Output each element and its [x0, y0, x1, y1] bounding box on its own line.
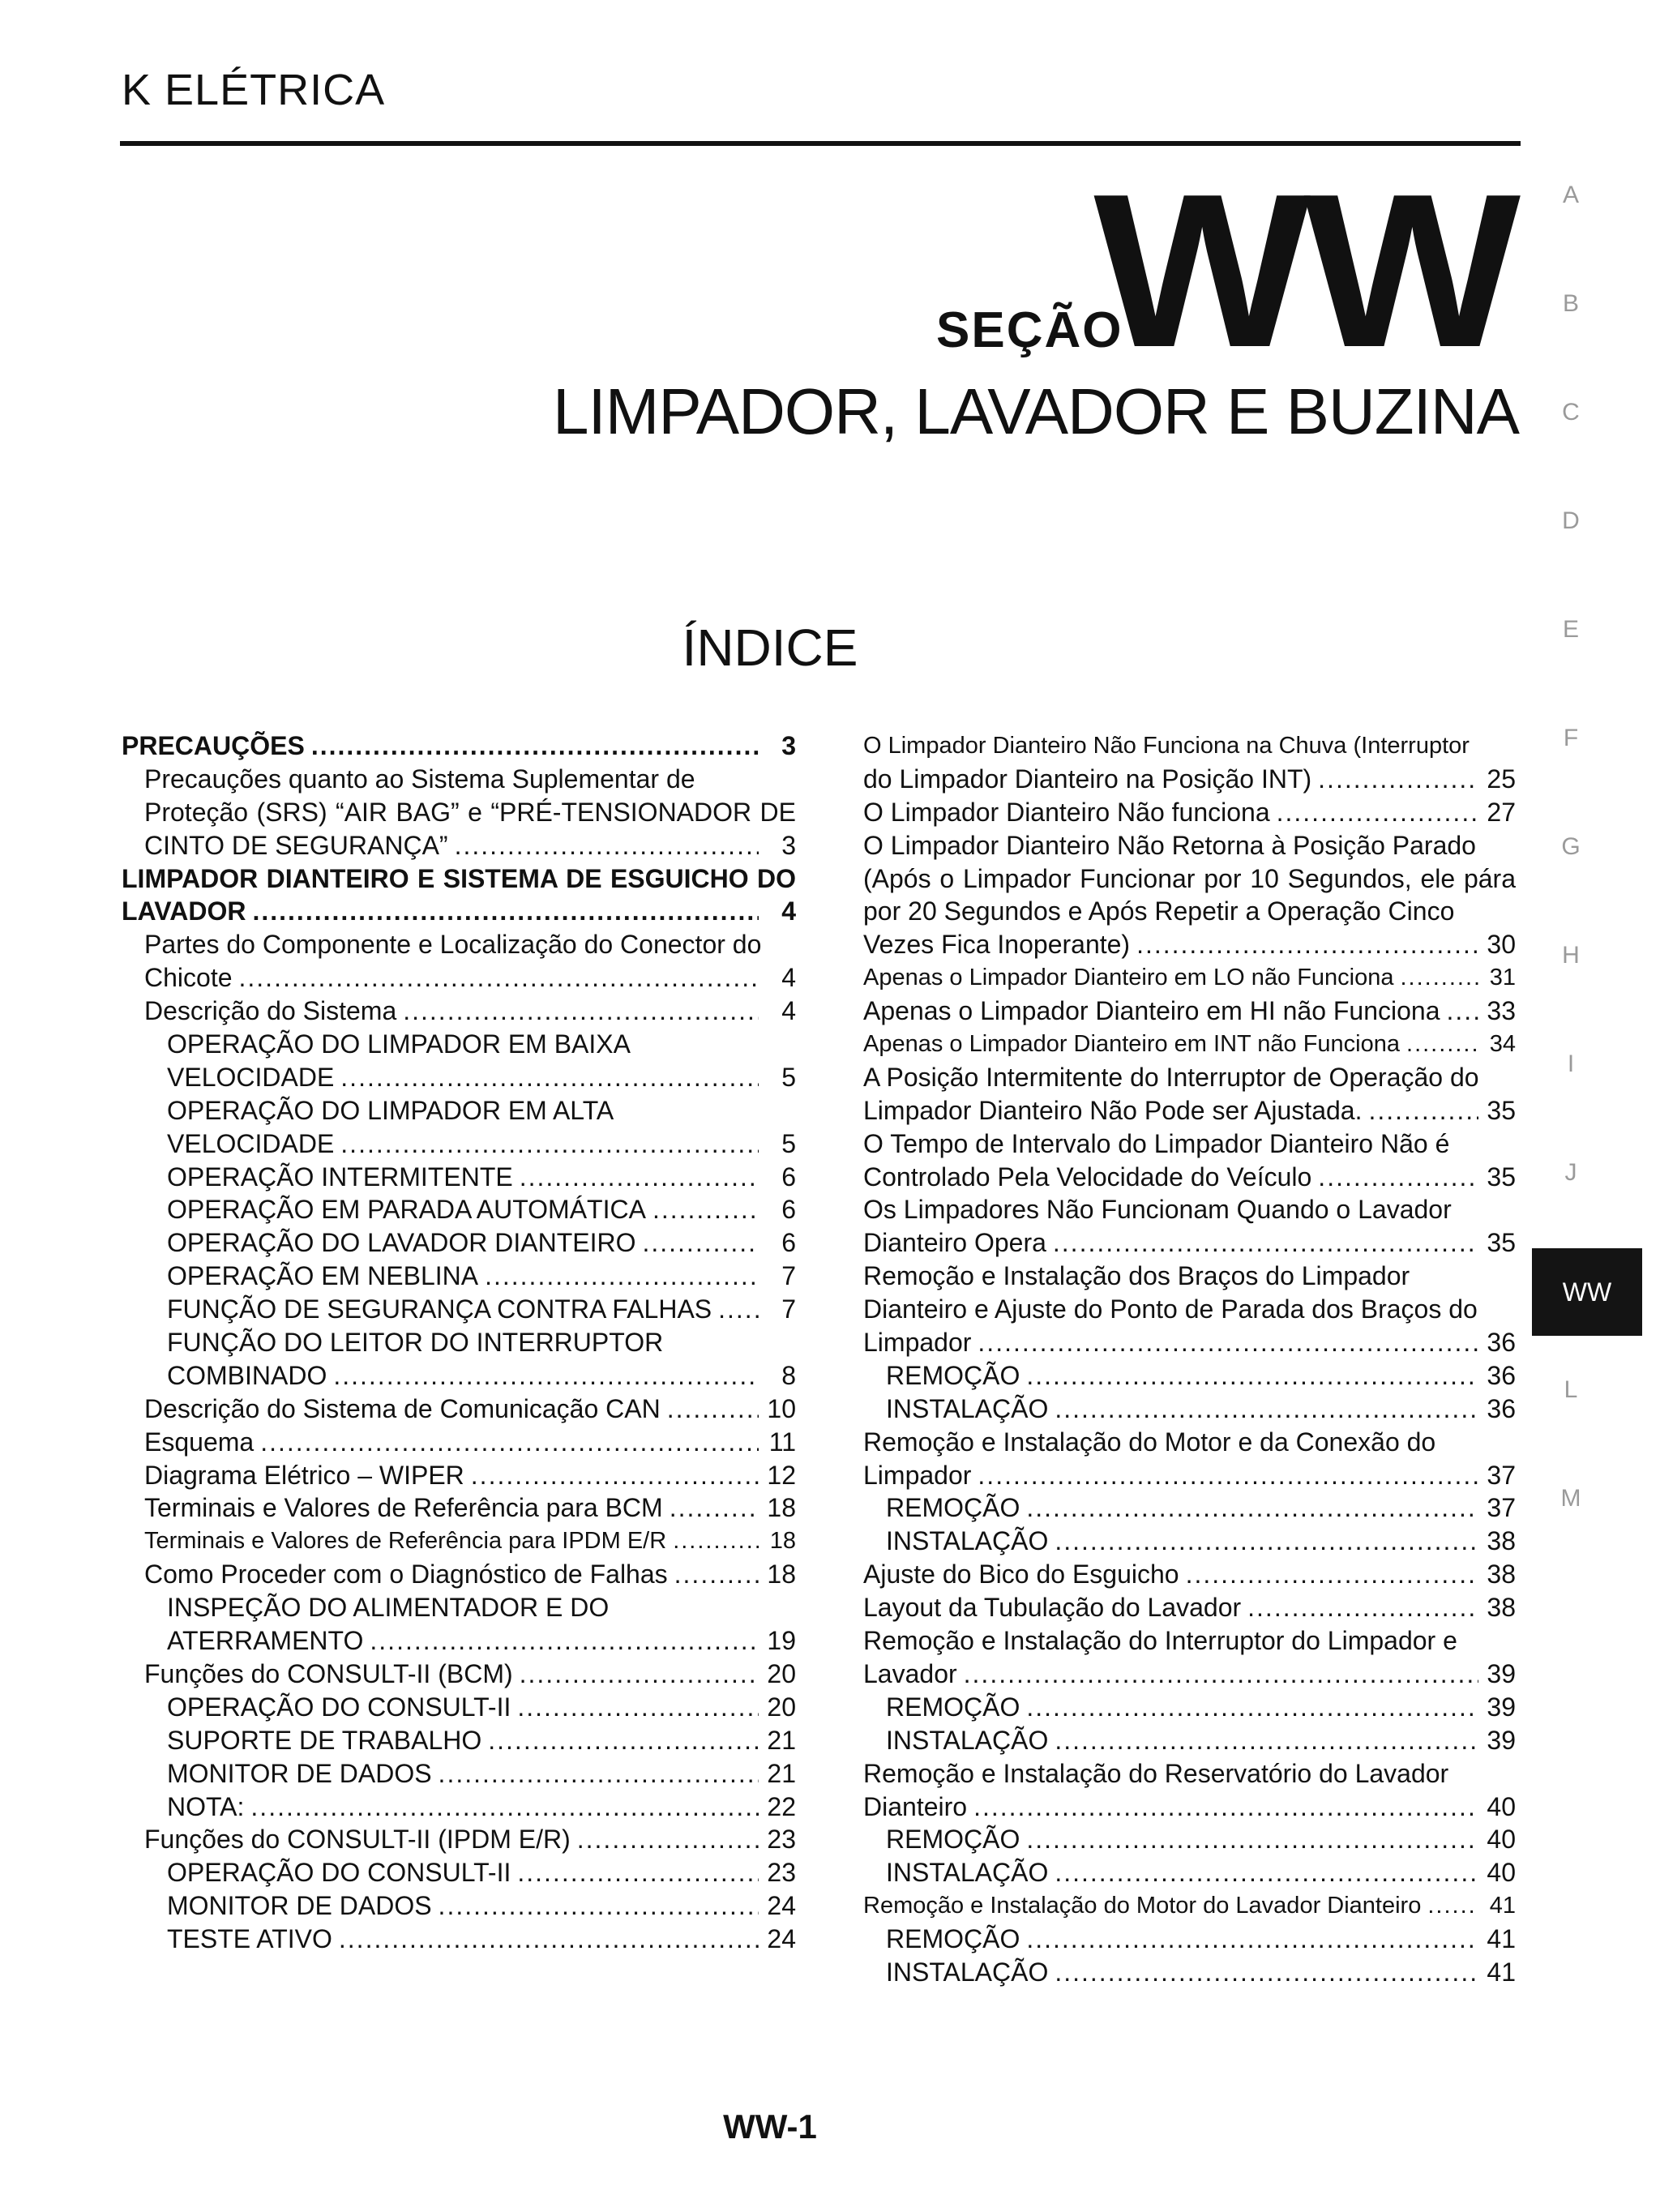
toc-entry[interactable] — [863, 1193, 1516, 1226]
toc-entry-text: Descrição do Sistema — [144, 996, 397, 1026]
toc-leader-dots — [250, 1791, 759, 1824]
toc-entry[interactable] — [863, 1624, 1516, 1658]
toc-entry-text: Remoção e Instalação do Motor do Lavador Dianteiro — [863, 1893, 1422, 1919]
toc-entry[interactable] — [863, 1226, 1516, 1260]
toc-page-number: 3 — [781, 731, 796, 760]
toc-page-number: 38 — [1487, 1560, 1516, 1589]
toc-entry-text: Remoção e Instalação do Reservatório do Lavador — [863, 1758, 1449, 1788]
toc-entry-text: Partes do Componente e Localização do Conector do — [144, 930, 762, 960]
toc-entry-text: FUNÇÃO DO LEITOR DO INTERRUPTOR — [167, 1328, 664, 1358]
toc-entry-text: Vezes Fica Inoperante) — [863, 930, 1131, 960]
toc-leader-dots — [978, 1459, 1478, 1492]
toc-page-number: 35 — [1487, 1095, 1516, 1125]
toc-entry[interactable] — [122, 1226, 796, 1260]
toc-entry-text: Dianteiro Opera — [863, 1228, 1046, 1258]
toc-entry-text: VELOCIDADE — [167, 1062, 335, 1092]
toc-leader-dots — [403, 995, 759, 1028]
toc-page-number: 23 — [767, 1825, 796, 1855]
toc-page-number: 37 — [1487, 1493, 1516, 1523]
toc-leader-dots — [252, 895, 759, 928]
toc-entry-text: A Posição Intermitente do Interruptor de Operação do — [863, 1062, 1479, 1092]
toc-entry-text: Remoção e Instalação do Motor e da Conexão do — [863, 1427, 1436, 1457]
toc-page-number: 38 — [1487, 1526, 1516, 1556]
toc-page-number: 21 — [767, 1758, 796, 1788]
toc-entry-text: INSTALAÇÃO — [886, 1725, 1049, 1755]
toc-entry[interactable] — [863, 1956, 1516, 1989]
toc-page-number: 6 — [781, 1228, 796, 1258]
toc-entry-text: Ajuste do Bico do Esguicho — [863, 1560, 1179, 1589]
toc-page-number: 12 — [767, 1460, 796, 1490]
toc-leader-dots — [674, 1558, 759, 1591]
toc-entry-text: do Limpador Dianteiro na Posição INT) — [863, 764, 1312, 794]
toc-page-number: 40 — [1487, 1858, 1516, 1888]
toc-entry-text: TESTE ATIVO — [167, 1924, 332, 1954]
toc-entry[interactable] — [122, 928, 796, 961]
toc-page-number: 23 — [767, 1858, 796, 1888]
section-index-letter[interactable]: G — [1561, 833, 1581, 860]
toc-leader-dots — [1406, 1028, 1478, 1061]
toc-entry[interactable] — [122, 1823, 796, 1856]
toc-entry[interactable] — [122, 1691, 796, 1724]
toc-page-number: 3 — [781, 830, 796, 860]
toc-entry[interactable] — [863, 763, 1516, 796]
toc-page-number: 41 — [1487, 1924, 1516, 1954]
toc-entry-text: Proteção (SRS) “AIR BAG” e “PRÉ-TENSIONADOR DE — [144, 797, 796, 827]
toc-entry[interactable] — [122, 1061, 796, 1094]
toc-title: ÍNDICE — [682, 618, 858, 677]
toc-page-number: 38 — [1487, 1593, 1516, 1623]
toc-leader-dots — [577, 1823, 759, 1856]
section-label: SEÇÃO — [936, 302, 1123, 358]
toc-entry[interactable] — [863, 1823, 1516, 1856]
toc-entry[interactable] — [863, 1127, 1516, 1161]
toc-leader-dots — [1026, 1359, 1478, 1393]
toc-leader-dots — [239, 961, 759, 995]
toc-entry[interactable] — [863, 1161, 1516, 1194]
toc-page-number: 24 — [767, 1891, 796, 1921]
toc-page-number: 37 — [1487, 1460, 1516, 1490]
toc-page-number: 18 — [767, 1560, 796, 1589]
toc-page-number: 4 — [781, 996, 796, 1026]
toc-right-column — [863, 729, 1516, 1989]
toc-entry-text: Descrição do Sistema de Comunicação CAN — [144, 1393, 661, 1423]
section-code: WW — [1093, 149, 1514, 393]
section-index-letter[interactable]: H — [1562, 942, 1580, 969]
section-index-letter[interactable]: D — [1562, 507, 1580, 534]
toc-entry-text: Terminais e Valores de Referência para BCM — [144, 1493, 663, 1523]
toc-entry[interactable] — [863, 862, 1516, 896]
toc-leader-dots — [978, 1326, 1478, 1359]
toc-entry-text: SUPORTE DE TRABALHO — [167, 1725, 482, 1755]
toc-entry-text: Remoção e Instalação dos Braços do Limpador — [863, 1261, 1410, 1291]
toc-entry[interactable] — [122, 1591, 796, 1624]
toc-entry[interactable] — [122, 1127, 796, 1161]
toc-leader-dots — [642, 1226, 759, 1260]
toc-leader-dots — [1055, 1525, 1478, 1558]
toc-leader-dots — [340, 1127, 759, 1161]
toc-entry[interactable] — [863, 729, 1516, 763]
toc-entry[interactable] — [122, 829, 796, 862]
toc-entry[interactable] — [122, 763, 796, 796]
toc-entry[interactable] — [863, 1326, 1516, 1359]
toc-entry[interactable] — [122, 995, 796, 1028]
toc-entry-text: Esquema — [144, 1427, 255, 1457]
toc-leader-dots — [439, 1889, 759, 1923]
toc-entry-text: COMBINADO — [167, 1360, 327, 1390]
toc-entry[interactable] — [122, 1326, 796, 1359]
toc-entry[interactable] — [863, 1591, 1516, 1624]
toc-leader-dots — [488, 1724, 759, 1757]
toc-leader-dots — [339, 1923, 759, 1956]
toc-leader-dots — [670, 1491, 759, 1525]
toc-entry[interactable] — [122, 1525, 796, 1558]
toc-entry-text: INSTALAÇÃO — [886, 1858, 1049, 1888]
toc-entry-text: NOTA: — [167, 1791, 245, 1821]
toc-leader-dots — [333, 1359, 759, 1393]
toc-entry[interactable] — [863, 995, 1516, 1028]
toc-entry[interactable] — [122, 1923, 796, 1956]
toc-leader-dots — [1427, 1889, 1478, 1923]
toc-page-number: 20 — [767, 1658, 796, 1688]
toc-leader-dots — [973, 1791, 1478, 1824]
section-index-letter[interactable]: C — [1562, 399, 1580, 426]
toc-entry[interactable] — [122, 1491, 796, 1525]
section-index-letter[interactable]: M — [1560, 1485, 1581, 1512]
toc-entry-text: Layout da Tubulação do Lavador — [863, 1593, 1242, 1623]
toc-entry[interactable] — [122, 1028, 796, 1061]
toc-entry[interactable] — [122, 1426, 796, 1459]
toc-entry[interactable] — [863, 961, 1516, 995]
section-index-letter[interactable]: L — [1564, 1376, 1578, 1403]
toc-leader-dots — [1277, 796, 1478, 829]
toc-entry-text: OPERAÇÃO DO LAVADOR DIANTEIRO — [167, 1228, 636, 1258]
toc-leader-dots — [1026, 1823, 1478, 1856]
toc-entry-text: LAVADOR — [122, 896, 246, 926]
toc-leader-dots — [1447, 995, 1478, 1028]
section-index-letter[interactable]: E — [1562, 616, 1579, 643]
toc-leader-dots — [1368, 1094, 1478, 1127]
toc-page-number: 30 — [1487, 930, 1516, 960]
toc-entry-text: OPERAÇÃO DO LIMPADOR EM ALTA — [167, 1095, 614, 1125]
toc-entry[interactable] — [122, 895, 796, 928]
toc-leader-dots — [370, 1624, 759, 1658]
toc-entry-text: O Limpador Dianteiro Não Retorna à Posição Parado — [863, 830, 1476, 860]
toc-entry[interactable] — [122, 796, 796, 829]
toc-entry-text: O Tempo de Intervalo do Limpador Dianteiro Não é — [863, 1128, 1450, 1158]
toc-entry-text: OPERAÇÃO DO LIMPADOR EM BAIXA — [167, 1029, 631, 1059]
toc-page-number: 24 — [767, 1924, 796, 1954]
toc-entry-text: Limpador — [863, 1460, 972, 1490]
toc-leader-dots — [1055, 1393, 1478, 1426]
toc-entry[interactable] — [863, 1459, 1516, 1492]
toc-page-number: 18 — [769, 1528, 796, 1555]
toc-page-number: 25 — [1487, 764, 1516, 794]
toc-entry[interactable] — [863, 1426, 1516, 1459]
toc-entry-text: Como Proceder com o Diagnóstico de Falhas — [144, 1560, 668, 1589]
toc-leader-dots — [1053, 1226, 1478, 1260]
toc-entry-text: Funções do CONSULT-II (IPDM E/R) — [144, 1825, 571, 1855]
toc-entry[interactable] — [863, 1061, 1516, 1094]
toc-entry[interactable] — [863, 895, 1516, 928]
toc-leader-dots — [311, 729, 759, 763]
toc-entry[interactable] — [122, 1624, 796, 1658]
toc-leader-dots — [1055, 1856, 1478, 1889]
toc-leader-dots — [485, 1260, 759, 1293]
toc-entry[interactable] — [122, 961, 796, 995]
header-rule — [120, 141, 1521, 146]
toc-page-number: 21 — [767, 1725, 796, 1755]
toc-page-number: 5 — [781, 1128, 796, 1158]
toc-leader-dots — [1026, 1923, 1478, 1956]
toc-page-number: 5 — [781, 1062, 796, 1092]
section-index-letter[interactable]: B — [1562, 290, 1579, 317]
toc-entry[interactable] — [863, 1094, 1516, 1127]
toc-leader-dots — [471, 1459, 759, 1492]
toc-entry-text: OPERAÇÃO EM NEBLINA — [167, 1261, 479, 1291]
toc-page-number: 39 — [1487, 1658, 1516, 1688]
toc-entry[interactable] — [122, 1359, 796, 1393]
toc-entry[interactable] — [122, 1161, 796, 1194]
toc-entry-text: OPERAÇÃO DO CONSULT-II — [167, 1692, 511, 1722]
toc-entry[interactable] — [122, 862, 796, 896]
toc-page-number: 10 — [767, 1393, 796, 1423]
toc-page-number: 4 — [781, 896, 796, 926]
toc-entry-text: REMOÇÃO — [886, 1493, 1020, 1523]
toc-entry-text: Lavador — [863, 1658, 957, 1688]
toc-entry[interactable] — [863, 1724, 1516, 1757]
toc-leader-dots — [1401, 961, 1479, 995]
toc-entry-text: Terminais e Valores de Referência para IPDM E/R — [144, 1528, 667, 1555]
toc-entry[interactable] — [863, 1359, 1516, 1393]
toc-entry-text: ATERRAMENTO — [167, 1626, 364, 1656]
toc-leader-dots — [1026, 1491, 1478, 1525]
toc-leader-dots — [1318, 1161, 1478, 1194]
toc-entry[interactable] — [122, 1393, 796, 1426]
toc-page-number: 4 — [781, 963, 796, 993]
toc-page-number: 6 — [781, 1162, 796, 1192]
toc-leader-dots — [718, 1293, 759, 1326]
toc-entry[interactable] — [863, 1393, 1516, 1426]
toc-leader-dots — [964, 1658, 1478, 1691]
toc-page-number: 35 — [1487, 1228, 1516, 1258]
toc-entry-text: Limpador — [863, 1328, 972, 1358]
toc-entry-text: O Limpador Dianteiro Não Funciona na Chuva (Interruptor — [863, 733, 1470, 759]
toc-page-number: 7 — [781, 1261, 796, 1291]
toc-entry[interactable] — [863, 1791, 1516, 1824]
toc-entry-text: REMOÇÃO — [886, 1825, 1020, 1855]
toc-entry-text: (Após o Limpador Funcionar por 10 Segundos, ele pára — [863, 863, 1516, 893]
section-index-letter[interactable]: J — [1564, 1159, 1577, 1186]
toc-entry[interactable] — [863, 1889, 1516, 1923]
toc-leader-dots — [673, 1525, 759, 1558]
toc-entry[interactable] — [863, 1923, 1516, 1956]
toc-entry-text: Controlado Pela Velocidade do Veículo — [863, 1162, 1312, 1192]
toc-entry[interactable] — [122, 1724, 796, 1757]
toc-entry-text: PRECAUÇÕES — [122, 731, 305, 760]
toc-page-number: 18 — [767, 1493, 796, 1523]
toc-leader-dots — [439, 1757, 759, 1791]
toc-entry-text: REMOÇÃO — [886, 1692, 1020, 1722]
toc-entry-text: OPERAÇÃO EM PARADA AUTOMÁTICA — [167, 1195, 646, 1225]
toc-leader-dots — [520, 1161, 759, 1194]
toc-page-number: 22 — [767, 1791, 796, 1821]
toc-entry[interactable] — [122, 729, 796, 763]
toc-leader-dots — [652, 1193, 759, 1226]
toc-leader-dots — [260, 1426, 759, 1459]
toc-entry[interactable] — [122, 1293, 796, 1326]
toc-entry-text: OPERAÇÃO INTERMITENTE — [167, 1162, 513, 1192]
toc-entry-text: INSPEÇÃO DO ALIMENTADOR E DO — [167, 1593, 610, 1623]
toc-entry-text: Apenas o Limpador Dianteiro em INT não Funciona — [863, 1031, 1401, 1058]
section-name: LIMPADOR, LAVADOR E BUZINA — [552, 375, 1519, 447]
toc-leader-dots — [1247, 1591, 1478, 1624]
toc-entry-text: MONITOR DE DADOS — [167, 1758, 432, 1788]
toc-entry[interactable] — [122, 1856, 796, 1889]
toc-entry-text: por 20 Segundos e Após Repetir a Operação Cinco — [863, 896, 1455, 926]
toc-leader-dots — [1318, 763, 1478, 796]
toc-leader-dots — [520, 1658, 759, 1691]
toc-entry-text: REMOÇÃO — [886, 1924, 1020, 1954]
toc-page-number: 19 — [767, 1626, 796, 1656]
toc-leader-dots — [455, 829, 759, 862]
toc-entry[interactable] — [863, 1757, 1516, 1791]
toc-page-number: 41 — [1489, 1893, 1516, 1919]
toc-entry-text: REMOÇÃO — [886, 1360, 1020, 1390]
toc-entry[interactable] — [863, 1260, 1516, 1293]
toc-leader-dots — [1186, 1558, 1478, 1591]
toc-page-number: 34 — [1489, 1031, 1516, 1058]
toc-entry-text: Remoção e Instalação do Interruptor do Limpador e — [863, 1626, 1457, 1656]
toc-entry[interactable] — [863, 1028, 1516, 1061]
toc-entry[interactable] — [863, 1658, 1516, 1691]
section-index-letter[interactable]: A — [1562, 182, 1579, 208]
toc-page-number: 8 — [781, 1360, 796, 1390]
active-section-tab[interactable]: WW — [1532, 1248, 1642, 1336]
toc-entry-text: LIMPADOR DIANTEIRO E SISTEMA DE ESGUICHO DO — [122, 863, 796, 893]
toc-entry-text: OPERAÇÃO DO CONSULT-II — [167, 1858, 511, 1888]
toc-page-number: 36 — [1487, 1360, 1516, 1390]
toc-entry-text: Funções do CONSULT-II (BCM) — [144, 1658, 513, 1688]
toc-entry-text: CINTO DE SEGURANÇA” — [144, 830, 448, 860]
toc-entry-text: Diagrama Elétrico – WIPER — [144, 1460, 464, 1490]
toc-page-number: 33 — [1487, 996, 1516, 1026]
toc-entry-text: O Limpador Dianteiro Não funciona — [863, 797, 1270, 827]
toc-leader-dots — [1136, 928, 1478, 961]
toc-leader-dots — [517, 1856, 759, 1889]
toc-entry-text: Os Limpadores Não Funcionam Quando o Lavador — [863, 1195, 1452, 1225]
toc-page-number: 27 — [1487, 797, 1516, 827]
toc-entry-text: Apenas o Limpador Dianteiro em HI não Funciona — [863, 996, 1440, 1026]
toc-entry[interactable] — [863, 1856, 1516, 1889]
toc-entry[interactable] — [863, 829, 1516, 862]
toc-entry[interactable] — [863, 1691, 1516, 1724]
toc-entry-text: Apenas o Limpador Dianteiro em LO não Funciona — [863, 965, 1394, 991]
toc-entry[interactable] — [122, 1658, 796, 1691]
toc-page-number: 36 — [1487, 1393, 1516, 1423]
toc-entry[interactable] — [863, 1525, 1516, 1558]
toc-entry[interactable] — [122, 1558, 796, 1591]
toc-entry-text: INSTALAÇÃO — [886, 1957, 1049, 1987]
toc-entry-text: Dianteiro — [863, 1791, 968, 1821]
toc-entry[interactable] — [863, 928, 1516, 961]
toc-entry[interactable] — [122, 1193, 796, 1226]
toc-entry-text: VELOCIDADE — [167, 1128, 335, 1158]
toc-leader-dots — [340, 1061, 759, 1094]
toc-page-number: 40 — [1487, 1825, 1516, 1855]
toc-page-number: 41 — [1487, 1957, 1516, 1987]
toc-leader-dots — [1026, 1691, 1478, 1724]
section-index-letter[interactable]: I — [1567, 1050, 1575, 1077]
toc-entry[interactable] — [863, 1293, 1516, 1326]
toc-leader-dots — [1055, 1956, 1478, 1989]
toc-page-number: 31 — [1489, 965, 1516, 991]
toc-entry[interactable] — [122, 1459, 796, 1492]
toc-page-number: 6 — [781, 1195, 796, 1225]
toc-entry-text: Precauções quanto ao Sistema Suplementar de — [144, 764, 695, 794]
toc-leader-dots — [517, 1691, 759, 1724]
toc-entry[interactable] — [122, 1889, 796, 1923]
toc-entry-text: Limpador Dianteiro Não Pode ser Ajustada. — [863, 1095, 1363, 1125]
toc-entry[interactable] — [863, 796, 1516, 829]
toc-entry-text: INSTALAÇÃO — [886, 1393, 1049, 1423]
toc-entry-text: FUNÇÃO DE SEGURANÇA CONTRA FALHAS — [167, 1294, 712, 1324]
toc-leader-dots — [1055, 1724, 1478, 1757]
toc-page-number: 35 — [1487, 1162, 1516, 1192]
toc-entry-text: Chicote — [144, 963, 233, 993]
toc-page-number: 36 — [1487, 1328, 1516, 1358]
toc-entry[interactable] — [122, 1094, 796, 1127]
section-index-letter[interactable]: F — [1563, 725, 1579, 751]
toc-page-number: 39 — [1487, 1692, 1516, 1722]
page-number: WW-1 — [723, 2107, 817, 2146]
toc-entry[interactable] — [863, 1558, 1516, 1591]
toc-entry[interactable] — [122, 1791, 796, 1824]
toc-page-number: 20 — [767, 1692, 796, 1722]
toc-left-column — [122, 729, 796, 1956]
toc-entry-text: Dianteiro e Ajuste do Ponto de Parada dos Braços do — [863, 1294, 1478, 1324]
toc-page-number: 40 — [1487, 1791, 1516, 1821]
toc-entry-text: INSTALAÇÃO — [886, 1526, 1049, 1556]
toc-page-number: 39 — [1487, 1725, 1516, 1755]
toc-entry-text: MONITOR DE DADOS — [167, 1891, 432, 1921]
toc-page-number: 11 — [768, 1427, 796, 1457]
toc-leader-dots — [667, 1393, 759, 1426]
toc-entry[interactable] — [863, 1491, 1516, 1525]
chapter-title: K ELÉTRICA — [122, 66, 386, 114]
toc-entry[interactable] — [122, 1757, 796, 1791]
toc-page-number: 7 — [781, 1294, 796, 1324]
toc-entry[interactable] — [122, 1260, 796, 1293]
